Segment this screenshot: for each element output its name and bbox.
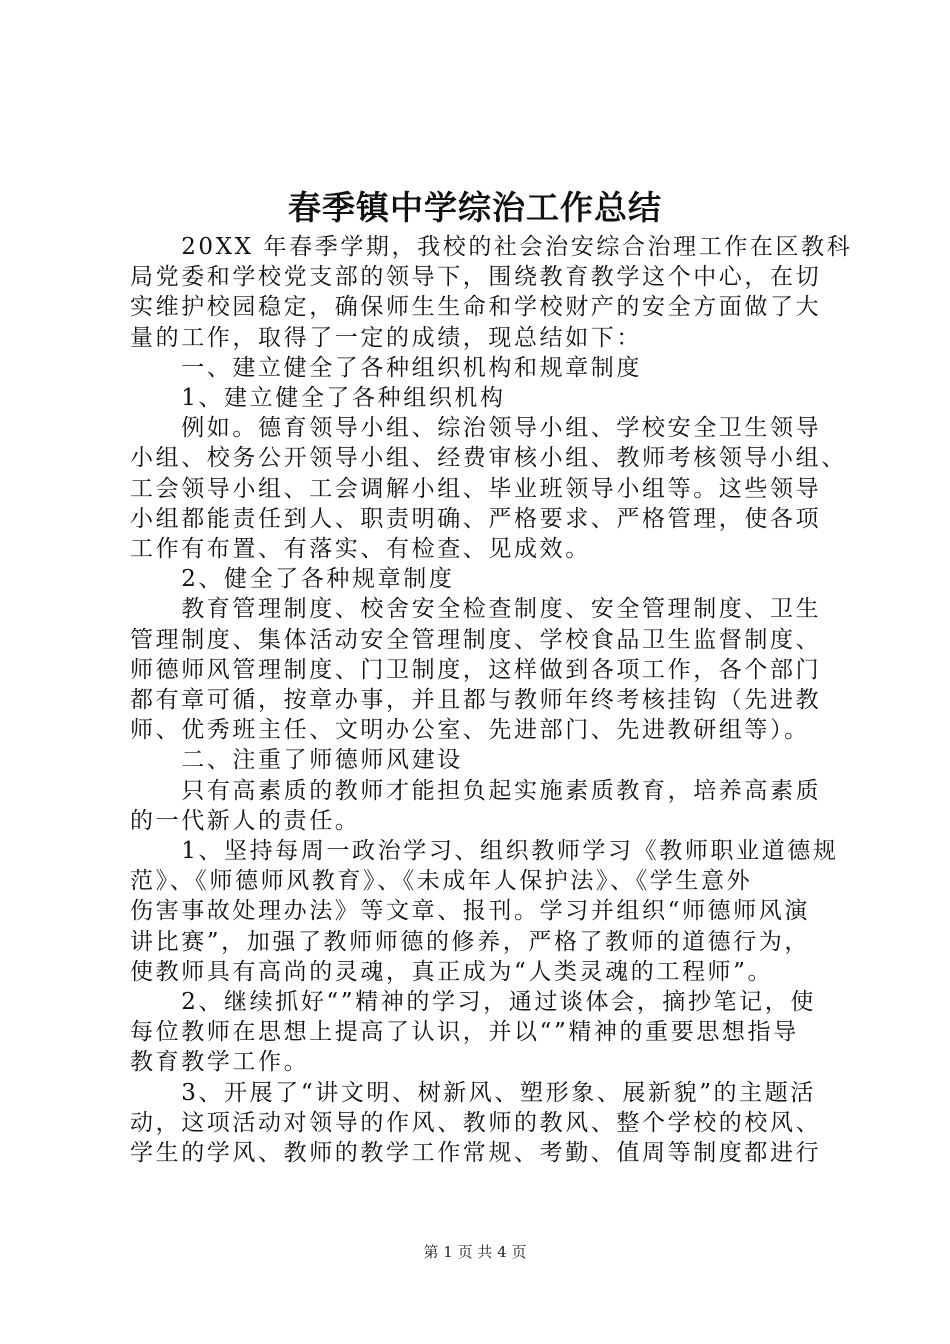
body-line: 工作有布置、有落实、有检查、见成效。	[130, 536, 591, 563]
subsection-heading: 1、建立健全了各种组织机构	[130, 385, 506, 412]
body-line: 小组都能责任到人、职责明确、严格要求、严格管理，使各项	[130, 505, 822, 532]
body-line: 动，这项活动对领导的作风、教师的教风、整个学校的校风、	[130, 1109, 822, 1136]
body-line: 1、坚持每周一政治学习、组织教师学习《教师职业道德规	[130, 838, 839, 865]
body-line: 实维护校园稳定，确保师生生命和学校财产的安全方面做了大	[130, 294, 822, 321]
document-title: 春季镇中学综治工作总结	[288, 188, 662, 227]
body-line: 管理制度、集体活动安全管理制度、学校食品卫生监督制度、	[130, 626, 822, 653]
body-line: 学生的学风、教师的教学工作常规、考勤、值周等制度都进行	[130, 1140, 822, 1167]
body-line: 伤害事故处理办法》等文章、报刊。学习并组织“师德师风演	[130, 898, 810, 925]
section-heading: 一、建立健全了各种组织机构和规章制度	[130, 354, 642, 381]
body-line: 局党委和学校党支部的领导下，围绕教育教学这个中心，在切	[130, 264, 822, 291]
body-line: 都有章可循，按章办事，并且都与教师年终考核挂钩（先进教	[130, 687, 822, 714]
page-number-footer: 第 1 页 共 4 页	[423, 1243, 527, 1261]
body-line: 教育管理制度、校舍安全检查制度、安全管理制度、卫生	[130, 596, 822, 623]
section-heading: 二、注重了师德师风建设	[130, 747, 463, 774]
body-line: 师德师风管理制度、门卫制度，这样做到各项工作，各个部门	[130, 656, 822, 683]
body-line: 20XX 年春季学期，我校的社会治安综合治理工作在区教科	[130, 234, 853, 260]
body-line: 只有高素质的教师才能担负起实施素质教育，培养高素质	[130, 777, 822, 804]
body-line: 量的工作，取得了一定的成绩，现总结如下：	[130, 324, 642, 351]
body-line: 使教师具有高尚的灵魂，真正成为“人类灵魂的工程师”。	[130, 958, 774, 985]
body-line: 每位教师在思想上提高了认识，并以“”精神的重要思想指导	[130, 1019, 799, 1046]
body-line: 工会领导小组、工会调解小组、毕业班领导小组等。这些领导	[130, 475, 822, 502]
body-line: 2、继续抓好“”精神的学习，通过谈体会，摘抄笔记，使	[130, 989, 816, 1016]
body-line: 教育教学工作。	[130, 1049, 310, 1076]
body-line: 例如。德育领导小组、综治领导小组、学校安全卫生领导	[130, 415, 822, 442]
body-line: 范》、《师德师风教育》、《未成年人保护法》、《学生意外	[130, 868, 753, 895]
body-line: 小组、校务公开领导小组、经费审核小组、教师考核领导小组、	[130, 445, 847, 472]
body-line: 讲比赛”，加强了教师师德的修养，严格了教师的道德行为，	[130, 928, 810, 955]
subsection-heading: 2、健全了各种规章制度	[130, 566, 455, 593]
body-line: 师、优秀班主任、文明办公室、先进部门、先进教研组等）。	[130, 717, 810, 744]
body-line: 3、开展了“讲文明、树新风、塑形象、展新貌”的主题活	[130, 1079, 816, 1106]
body-line: 的一代新人的责任。	[130, 807, 361, 834]
document-body	[130, 232, 853, 1168]
